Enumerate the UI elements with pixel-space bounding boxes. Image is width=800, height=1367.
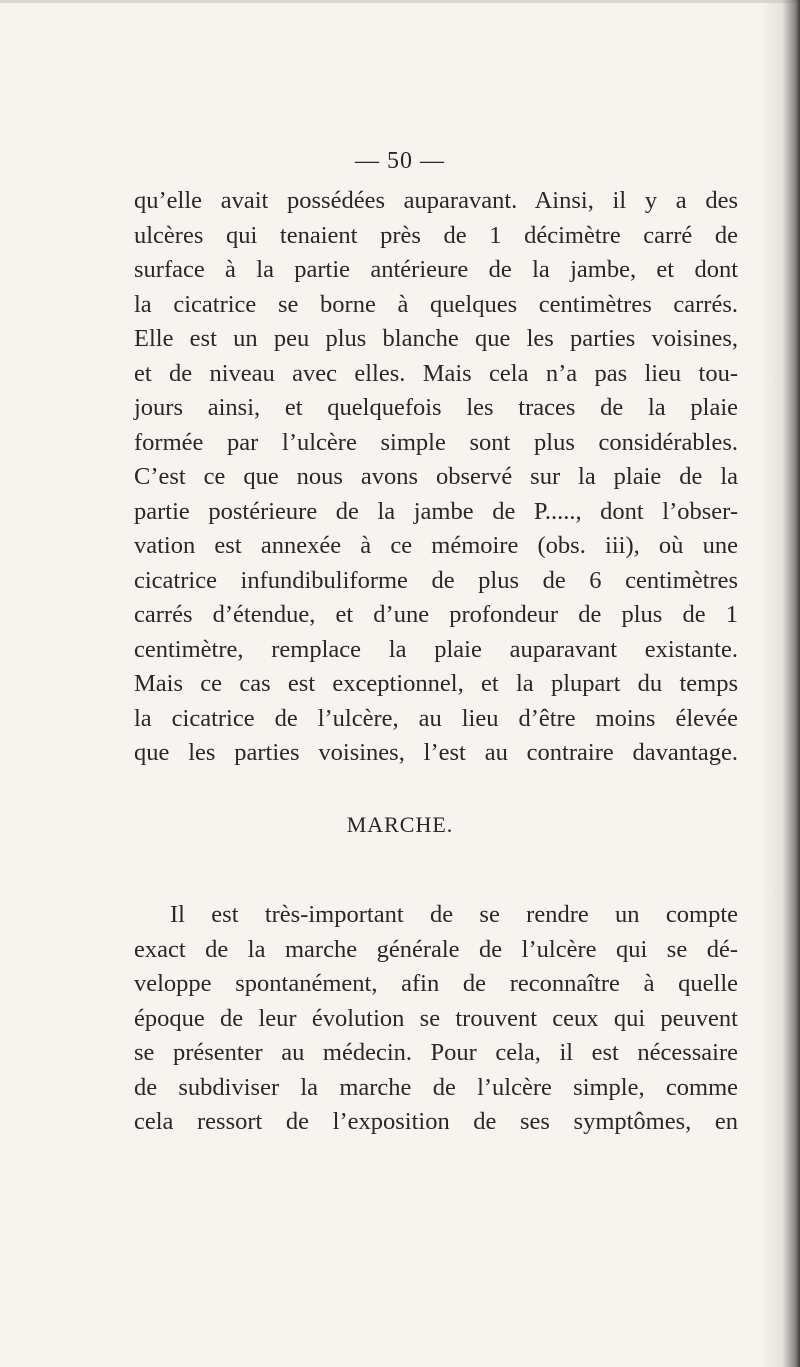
text-line: Il est très-important de se rendre un compte bbox=[170, 901, 738, 928]
text-line: de subdiviser la marche de l’ulcère simple, comme bbox=[134, 1073, 738, 1101]
text-line: Mais ce cas est exceptionnel, et la plupart du temps bbox=[134, 670, 738, 697]
text-line: centimètre, remplace la plaie auparavant existante. bbox=[134, 635, 738, 663]
text-line: cicatrice infundibuliforme de plus de 6 centimètres bbox=[134, 566, 738, 594]
text-line: jours ainsi, et quelquefois les traces de la plaie bbox=[134, 394, 738, 421]
text-line: la cicatrice de l’ulcère, au lieu d’être moins élevée bbox=[134, 704, 738, 732]
text-line: se présenter au médecin. Pour cela, il est nécessaire bbox=[134, 1039, 738, 1066]
text-line: époque de leur évolution se trouvent ceux qui peuvent bbox=[134, 1004, 738, 1032]
text-line: cela ressort de l’exposition de ses symptômes, en bbox=[134, 1108, 738, 1135]
text-line: vation est annexée à ce mémoire (obs. iii), où une bbox=[134, 532, 738, 559]
page-top-edge bbox=[0, 0, 800, 3]
text-line: formée par l’ulcère simple sont plus considérables. bbox=[134, 428, 738, 456]
text-line: partie postérieure de la jambe de P....., dont l’obser- bbox=[134, 497, 738, 525]
text-line: que les parties voisines, l’est au contraire davantage. bbox=[134, 739, 738, 766]
section-heading: MARCHE. bbox=[346, 812, 454, 837]
text-line: ulcères qui tenaient près de 1 décimètre carré de bbox=[134, 221, 738, 249]
text-line: veloppe spontanément, afin de reconnaître à quelle bbox=[134, 970, 738, 997]
paragraph-1 bbox=[134, 184, 738, 771]
text-line: exact de la marche générale de l’ulcère qui se dé- bbox=[134, 935, 738, 963]
text-line: qu’elle avait possédées auparavant. Ainsi, il y a des bbox=[134, 187, 738, 214]
text-line: surface à la partie antérieure de la jambe, et dont bbox=[134, 256, 738, 283]
text-line: C’est ce que nous avons observé sur la plaie de la bbox=[134, 463, 738, 490]
page-number: — 50 — bbox=[355, 148, 445, 174]
text-line: Elle est un peu plus blanche que les parties voisines, bbox=[134, 325, 738, 352]
text-line: la cicatrice se borne à quelques centimètres carrés. bbox=[134, 290, 738, 318]
text-line: carrés d’étendue, et d’une profondeur de plus de 1 bbox=[134, 601, 738, 628]
text-line: et de niveau avec elles. Mais cela n’a pas lieu tou- bbox=[134, 359, 738, 387]
page-binding-shadow bbox=[760, 0, 800, 1367]
paragraph-2 bbox=[134, 898, 738, 1140]
